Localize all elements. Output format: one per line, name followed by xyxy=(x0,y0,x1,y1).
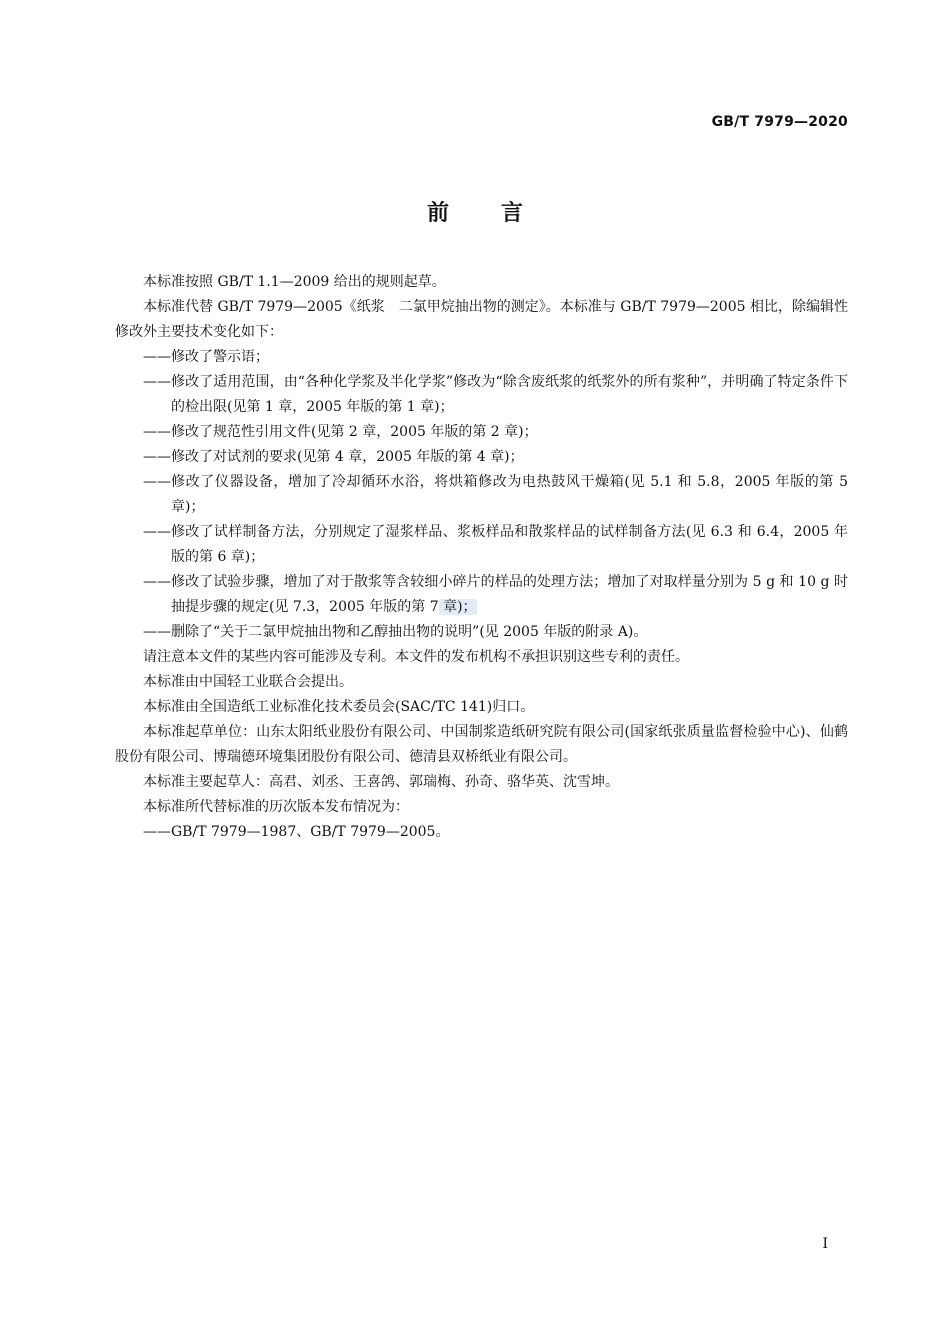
change-item-text: 修改了仪器设备，增加了冷却循环水浴，将烘箱修改为电热鼓风干燥箱(见 5.1 和 5.8，2005 年版的第 5 章)； xyxy=(171,474,848,515)
history-intro: 本标准所代替标准的历次版本发布情况为： xyxy=(143,799,409,815)
change-item xyxy=(143,420,848,445)
change-item xyxy=(143,570,848,620)
title-char-1: 前 xyxy=(426,201,449,226)
dash-marker: —— xyxy=(143,449,171,465)
change-item xyxy=(143,620,848,645)
change-item xyxy=(143,345,848,370)
change-item xyxy=(143,370,848,420)
change-item xyxy=(143,470,848,520)
drafting-units: 本标准起草单位：山东太阳纸业股份有限公司、中国制浆造纸研究院有限公司(国家纸张质量监督检验中心)、仙鹤股份有限公司、博瑞德环境集团股份有限公司、德清县双桥纸业有限公司。 xyxy=(115,724,848,765)
document-code: GB/T 7979—2020 xyxy=(711,114,848,130)
dash-marker: —— xyxy=(143,574,171,590)
dash-marker: —— xyxy=(143,624,171,640)
change-item-text: 修改了对试剂的要求(见第 4 章，2005 年版的第 4 章)； xyxy=(171,449,524,465)
change-item-text: 删除了“关于二氯甲烷抽出物和乙醇抽出物的说明”(见 2005 年版的附录 A)。 xyxy=(171,624,648,640)
change-item-text: 修改了规范性引用文件(见第 2 章，2005 年版的第 2 章)； xyxy=(171,424,538,440)
replacement-paragraph: 本标准代替 GB/T 7979—2005《纸浆 二氯甲烷抽出物的测定》。本标准与 GB/T 7979—2005 相比，除编辑性修改外主要技术变化如下： xyxy=(115,299,848,340)
dash-marker: —— xyxy=(143,474,171,490)
drafting-rules-paragraph: 本标准按照 GB/T 1.1—2009 给出的规则起草。 xyxy=(143,274,446,290)
change-item-text: 修改了试样制备方法，分别规定了湿浆样品、浆板样品和散浆样品的试样制备方法(见 6.3 和 6.4，2005 年版的第 6 章)； xyxy=(171,524,848,565)
dash-marker: —— xyxy=(143,349,171,365)
page-number: I xyxy=(822,1236,828,1252)
proposer-statement: 本标准由中国轻工业联合会提出。 xyxy=(143,674,353,690)
history-item xyxy=(143,820,848,845)
change-item-text: 修改了适用范围，由“各种化学浆及半化学浆”修改为“除含废纸浆的纸浆外的所有浆种”，并明确了特定条件下的检出限(见第 1 章，2005 年版的第 1 章)； xyxy=(171,374,848,415)
change-item xyxy=(143,520,848,570)
committee-statement: 本标准由全国造纸工业标准化技术委员会(SAC/TC 141)归口。 xyxy=(143,699,535,715)
text-selection-highlight: 章)； xyxy=(438,599,477,615)
dash-marker: —— xyxy=(143,824,171,840)
change-item xyxy=(143,445,848,470)
patent-notice: 请注意本文件的某些内容可能涉及专利。本文件的发布机构不承担识别这些专利的责任。 xyxy=(143,649,689,665)
dash-marker: —— xyxy=(143,374,171,390)
history-item-text: GB/T 7979—1987、GB/T 7979—2005。 xyxy=(171,824,450,840)
dash-marker: —— xyxy=(143,424,171,440)
dash-marker: —— xyxy=(143,524,171,540)
title-char-2: 言 xyxy=(501,201,524,226)
drafters: 本标准主要起草人：高君、刘丞、王喜鸽、郭瑞梅、孙奇、骆华英、沈雪坤。 xyxy=(143,774,619,790)
foreword-body xyxy=(115,270,848,845)
change-item-text: 修改了警示语； xyxy=(171,349,269,365)
change-item-text: 修改了试验步骤，增加了对于散浆等含较细小碎片的样品的处理方法；增加了对取样量分别为 5 g 和 10 g 时抽提步骤的规定(见 7.3，2005 年版的第 7 xyxy=(171,574,848,615)
page-title xyxy=(0,196,950,227)
